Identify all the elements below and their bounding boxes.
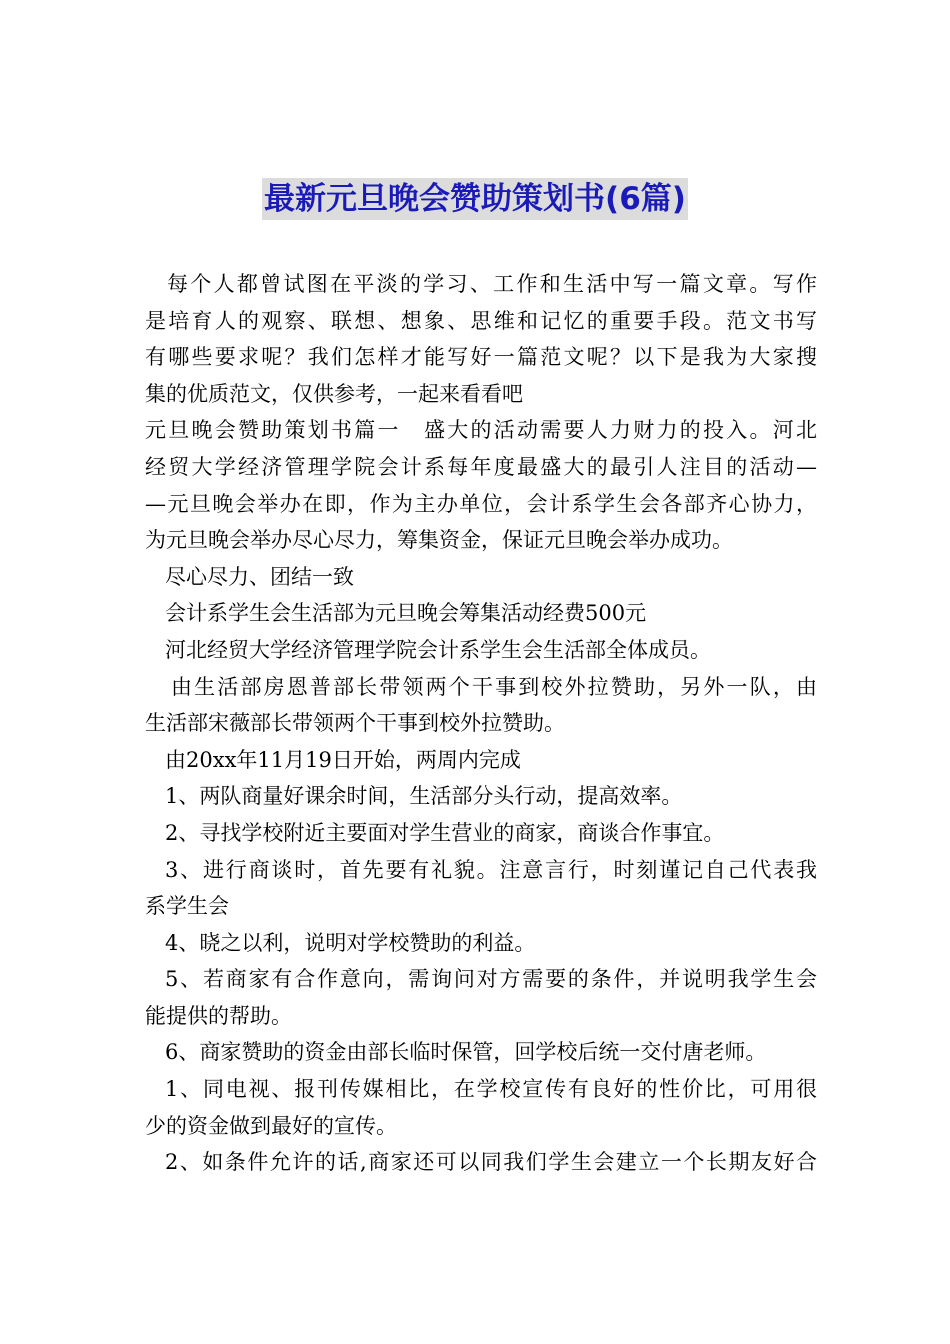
paragraph-line: 是培育人的观察、联想、想象、思维和记忆的重要手段。范文书写 bbox=[145, 308, 817, 333]
paragraph-line: 会计系学生会生活部为元旦晚会筹集活动经费500元 bbox=[165, 601, 647, 626]
paragraph-line: 生活部宋薇部长带领两个干事到校外拉赞助。 bbox=[145, 711, 565, 736]
paragraph-line: 系学生会 bbox=[145, 894, 229, 919]
paragraph-line: 为元旦晚会举办尽心尽力，筹集资金，保证元旦晚会举办成功。 bbox=[145, 528, 733, 553]
paragraph-line: 由生活部房恩普部长带领两个干事到校外拉赞助，另外一队，由 bbox=[171, 674, 817, 699]
paragraph-line: 河北经贸大学经济管理学院会计系学生会生活部全体成员。 bbox=[165, 637, 711, 662]
paragraph-line: 集的优质范文，仅供参考，一起来看看吧 bbox=[145, 381, 523, 406]
paragraph-line: —元旦晚会举办在即，作为主办单位，会计系学生会各部齐心协力， bbox=[145, 491, 817, 516]
paragraph-line: 5、若商家有合作意向，需询问对方需要的条件，并说明我学生会 bbox=[165, 967, 817, 992]
paragraph-line: 1、同电视、报刊传媒相比，在学校宣传有良好的性价比，可用很 bbox=[165, 1077, 817, 1102]
paragraph-line: 能提供的帮助。 bbox=[145, 1003, 292, 1028]
paragraph-line: 经贸大学经济管理学院会计系每年度最盛大的最引人注目的活动— bbox=[145, 454, 817, 479]
paragraph-line: 4、晓之以利，说明对学校赞助的利益。 bbox=[165, 930, 536, 955]
paragraph-line: 元旦晚会赞助策划书篇一 盛大的活动需要人力财力的投入。河北 bbox=[145, 418, 817, 443]
paragraph-line: 6、商家赞助的资金由部长临时保管，回学校后统一交付唐老师。 bbox=[165, 1040, 767, 1065]
paragraph-line: 1、两队商量好课余时间，生活部分头行动，提高效率。 bbox=[165, 784, 683, 809]
document-title: 最新元旦晚会赞助策划书(6篇) bbox=[262, 178, 688, 220]
paragraph-line: 2、寻找学校附近主要面对学生营业的商家，商谈合作事宜。 bbox=[165, 820, 725, 845]
paragraph-line: 尽心尽力、团结一致 bbox=[165, 564, 354, 589]
paragraph-line: 少的资金做到最好的宣传。 bbox=[145, 1113, 397, 1138]
paragraph-line: 由20xx年11月19日开始，两周内完成 bbox=[165, 747, 521, 772]
paragraph-line: 有哪些要求呢？我们怎样才能写好一篇范文呢？以下是我为大家搜 bbox=[145, 345, 817, 370]
paragraph-line: 2、如条件允许的话,商家还可以同我们学生会建立一个长期友好合 bbox=[165, 1150, 817, 1175]
paragraph-line: 3、进行商谈时，首先要有礼貌。注意言行，时刻谨记自己代表我 bbox=[165, 857, 817, 882]
title-container bbox=[0, 178, 950, 220]
paragraph-line: 每个人都曾试图在平淡的学习、工作和生活中写一篇文章。写作 bbox=[167, 272, 817, 296]
document-body bbox=[145, 266, 817, 1181]
